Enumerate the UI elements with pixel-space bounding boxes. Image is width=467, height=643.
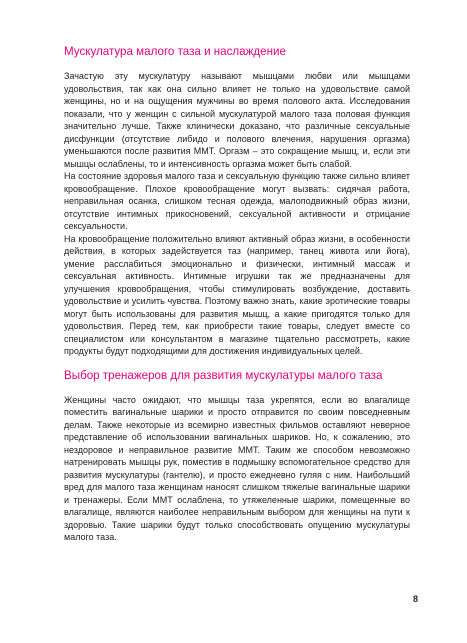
section-pelvic-muscles-pleasure xyxy=(64,44,410,358)
section-heading: Выбор тренажеров для развития мускулатуры малого таза xyxy=(64,368,383,382)
body-paragraph: Женщины часто ожидают, что мышцы таза укрепятся, если во влагалище поместить вагинальные шарики и просто отправится по своим повседневным делам. Также некоторые из всемирно известных фильмов оставляют неверное представление об использовании вагинальных шариков. Но, к сожалению, это нездоровое и неправильное развитие ММТ. Таким же способом невозможно натренировать мышцы рук, поместив в подмышку вспомогательное средство для развития мускулатуры (гантелю), и просто ежедневно гуляя с ним. Наибольший вред для малого таза женщинам наносят слишком тяжелые вагинальные шарики и тренажеры. Если ММТ ослаблена, то утяжеленные шарики, помещенные во влагалище, являются наиболее неправильным выбором для женщины на пути к здоровью. Такие шарики будут только способствовать опущению мускулатуры малого таза. xyxy=(64,394,410,542)
section-trainer-selection xyxy=(64,368,410,544)
body-paragraph: Зачастую эту мускулатуру называют мышцами любви или мышцами удовольствия, так как она сильно влияет не только на удовольствие самой женщины, но и на ощущения мужчины во время полового акта. Исследования показали, что у женщин с сильной мускулатурой малого таза половая функция значительно лучше. Также клинически доказано, что различные сексуальные дисфункции (отсутствие либидо и полового влечения, нарушения оргазма) уменьшаются после развития ММТ. Оргазм – это сокращение мышц, и, если эти мышцы ослаблены, то и интенсивность оргазма может быть слабой. xyxy=(64,71,410,169)
body-paragraph: На состояние здоровья малого таза и сексуальную функцию также сильно влияет кровообращение. Плохое кровообращение могут вызвать: сидячая работа, неправильная осанка, слишком тесная одежда, малоподвижный образ жизни, отсутствие интимных прикосновений, сексуальной активности и отрицание сексуальности. xyxy=(64,171,410,231)
page-number: 8 xyxy=(413,594,419,604)
section-heading: Мускулатура малого таза и наслаждение xyxy=(64,45,286,58)
body-paragraph: На кровообращение положительно влияют активный образ жизни, в особенности действия, в которых задействуется таз (например, танец живота или йога), умение расслабиться эмоционально и физически, интимный массаж и сексуальная активность. Интимные игрушки так же предназначены для улучшения кровообращения, чтобы стимулировать возбуждение, доставить удовольствие и усилить чувства. Поэтому важно знать, какие эротические товары могут быть использованы для развития мышц, а какие пригодятся только для удовольствия. Перед тем, как приобрести такие товары, следует вместе со специалистом или консультантом в магазине тщательно рассмотреть, какие продукты будут подходящими для достижения индивидуальных целей. xyxy=(64,233,410,356)
document-page xyxy=(64,44,410,544)
